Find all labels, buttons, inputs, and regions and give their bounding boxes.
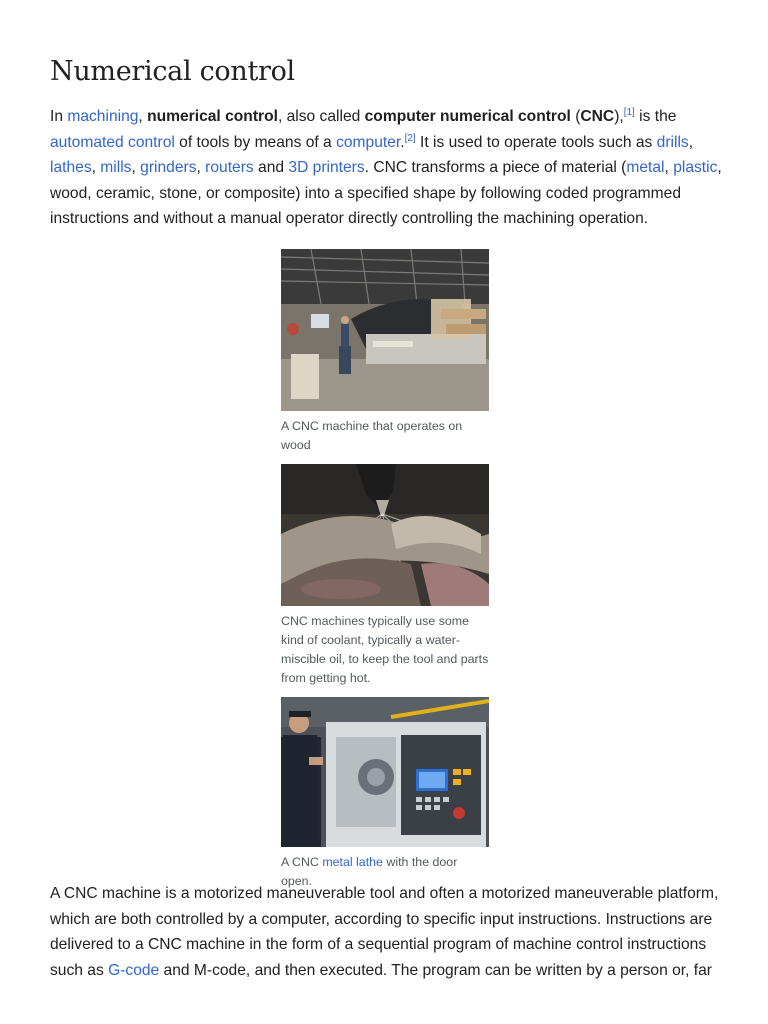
link-automated-control[interactable]: automated control bbox=[50, 133, 175, 151]
figure-cnc-coolant bbox=[281, 464, 489, 688]
reference-1[interactable]: [1] bbox=[623, 106, 635, 118]
page-title: Numerical control bbox=[50, 56, 295, 87]
text: is the bbox=[634, 108, 677, 125]
text: It is used to operate tools such as bbox=[415, 133, 657, 151]
text: , bbox=[196, 159, 206, 177]
text: of tools by means of a bbox=[174, 133, 337, 151]
cnc-wood-machine-image[interactable] bbox=[281, 249, 489, 411]
text: A CNC machine is a motorized maneuverable tool and often a motorized maneuverable platform, which are both controlled by a computer, according to specific input instructions. Instructions are delivered to a CNC machine in the form of a sequential program of machine control instructions such as bbox=[50, 885, 719, 979]
link-drills[interactable]: drills bbox=[656, 133, 689, 151]
bold-term: CNC bbox=[580, 108, 615, 125]
link-plastic[interactable]: plastic bbox=[673, 159, 718, 177]
link-3d-printers[interactable]: 3D printers bbox=[288, 159, 365, 177]
text: with the door open. bbox=[281, 855, 458, 888]
text: ( bbox=[570, 108, 581, 125]
link-metal-lathe[interactable]: metal lathe bbox=[322, 855, 383, 869]
body-paragraph bbox=[50, 881, 722, 983]
text: , bbox=[138, 108, 148, 125]
text: , wood, ceramic, stone, or composite) into a specified shape by following coded programmed instructions and without a manual operator directly controlling the machining operation. bbox=[50, 159, 722, 228]
figure-caption: CNC machines typically use some kind of coolant, typically a water-miscible oil, to keep the tool and parts from getting hot. bbox=[281, 614, 489, 685]
cnc-coolant-image[interactable] bbox=[281, 464, 489, 606]
link-computer[interactable]: computer bbox=[336, 133, 401, 151]
link-metal[interactable]: metal bbox=[626, 159, 665, 177]
text: , bbox=[91, 159, 101, 177]
text: , also called bbox=[277, 108, 365, 125]
link-lathes[interactable]: lathes bbox=[50, 159, 92, 177]
figure-cnc-wood bbox=[281, 249, 489, 455]
cnc-lathe-image[interactable] bbox=[281, 697, 489, 847]
text: ), bbox=[614, 108, 624, 125]
figure-caption: A CNC machine that operates on wood bbox=[281, 419, 463, 452]
reference-2[interactable]: [2] bbox=[404, 132, 416, 144]
intro-paragraph bbox=[50, 104, 722, 232]
text: . CNC transforms a piece of material ( bbox=[364, 159, 627, 177]
bold-term: computer numerical control bbox=[364, 108, 571, 125]
figure-cnc-lathe bbox=[281, 697, 489, 891]
link-g-code[interactable]: G-code bbox=[108, 961, 160, 979]
text: A CNC bbox=[281, 855, 323, 869]
text: , bbox=[131, 159, 141, 177]
text: . bbox=[400, 133, 405, 151]
link-routers[interactable]: routers bbox=[205, 159, 254, 177]
text: In bbox=[50, 108, 68, 125]
text: and M-code, and then executed. The program can be written by a person or, far bbox=[159, 961, 712, 979]
link-grinders[interactable]: grinders bbox=[140, 159, 197, 177]
text: , bbox=[664, 159, 674, 177]
text: and bbox=[253, 159, 289, 177]
link-machining[interactable]: machining bbox=[67, 108, 139, 125]
bold-term: numerical control bbox=[147, 108, 278, 125]
text: , bbox=[688, 133, 694, 151]
link-mills[interactable]: mills bbox=[100, 159, 132, 177]
